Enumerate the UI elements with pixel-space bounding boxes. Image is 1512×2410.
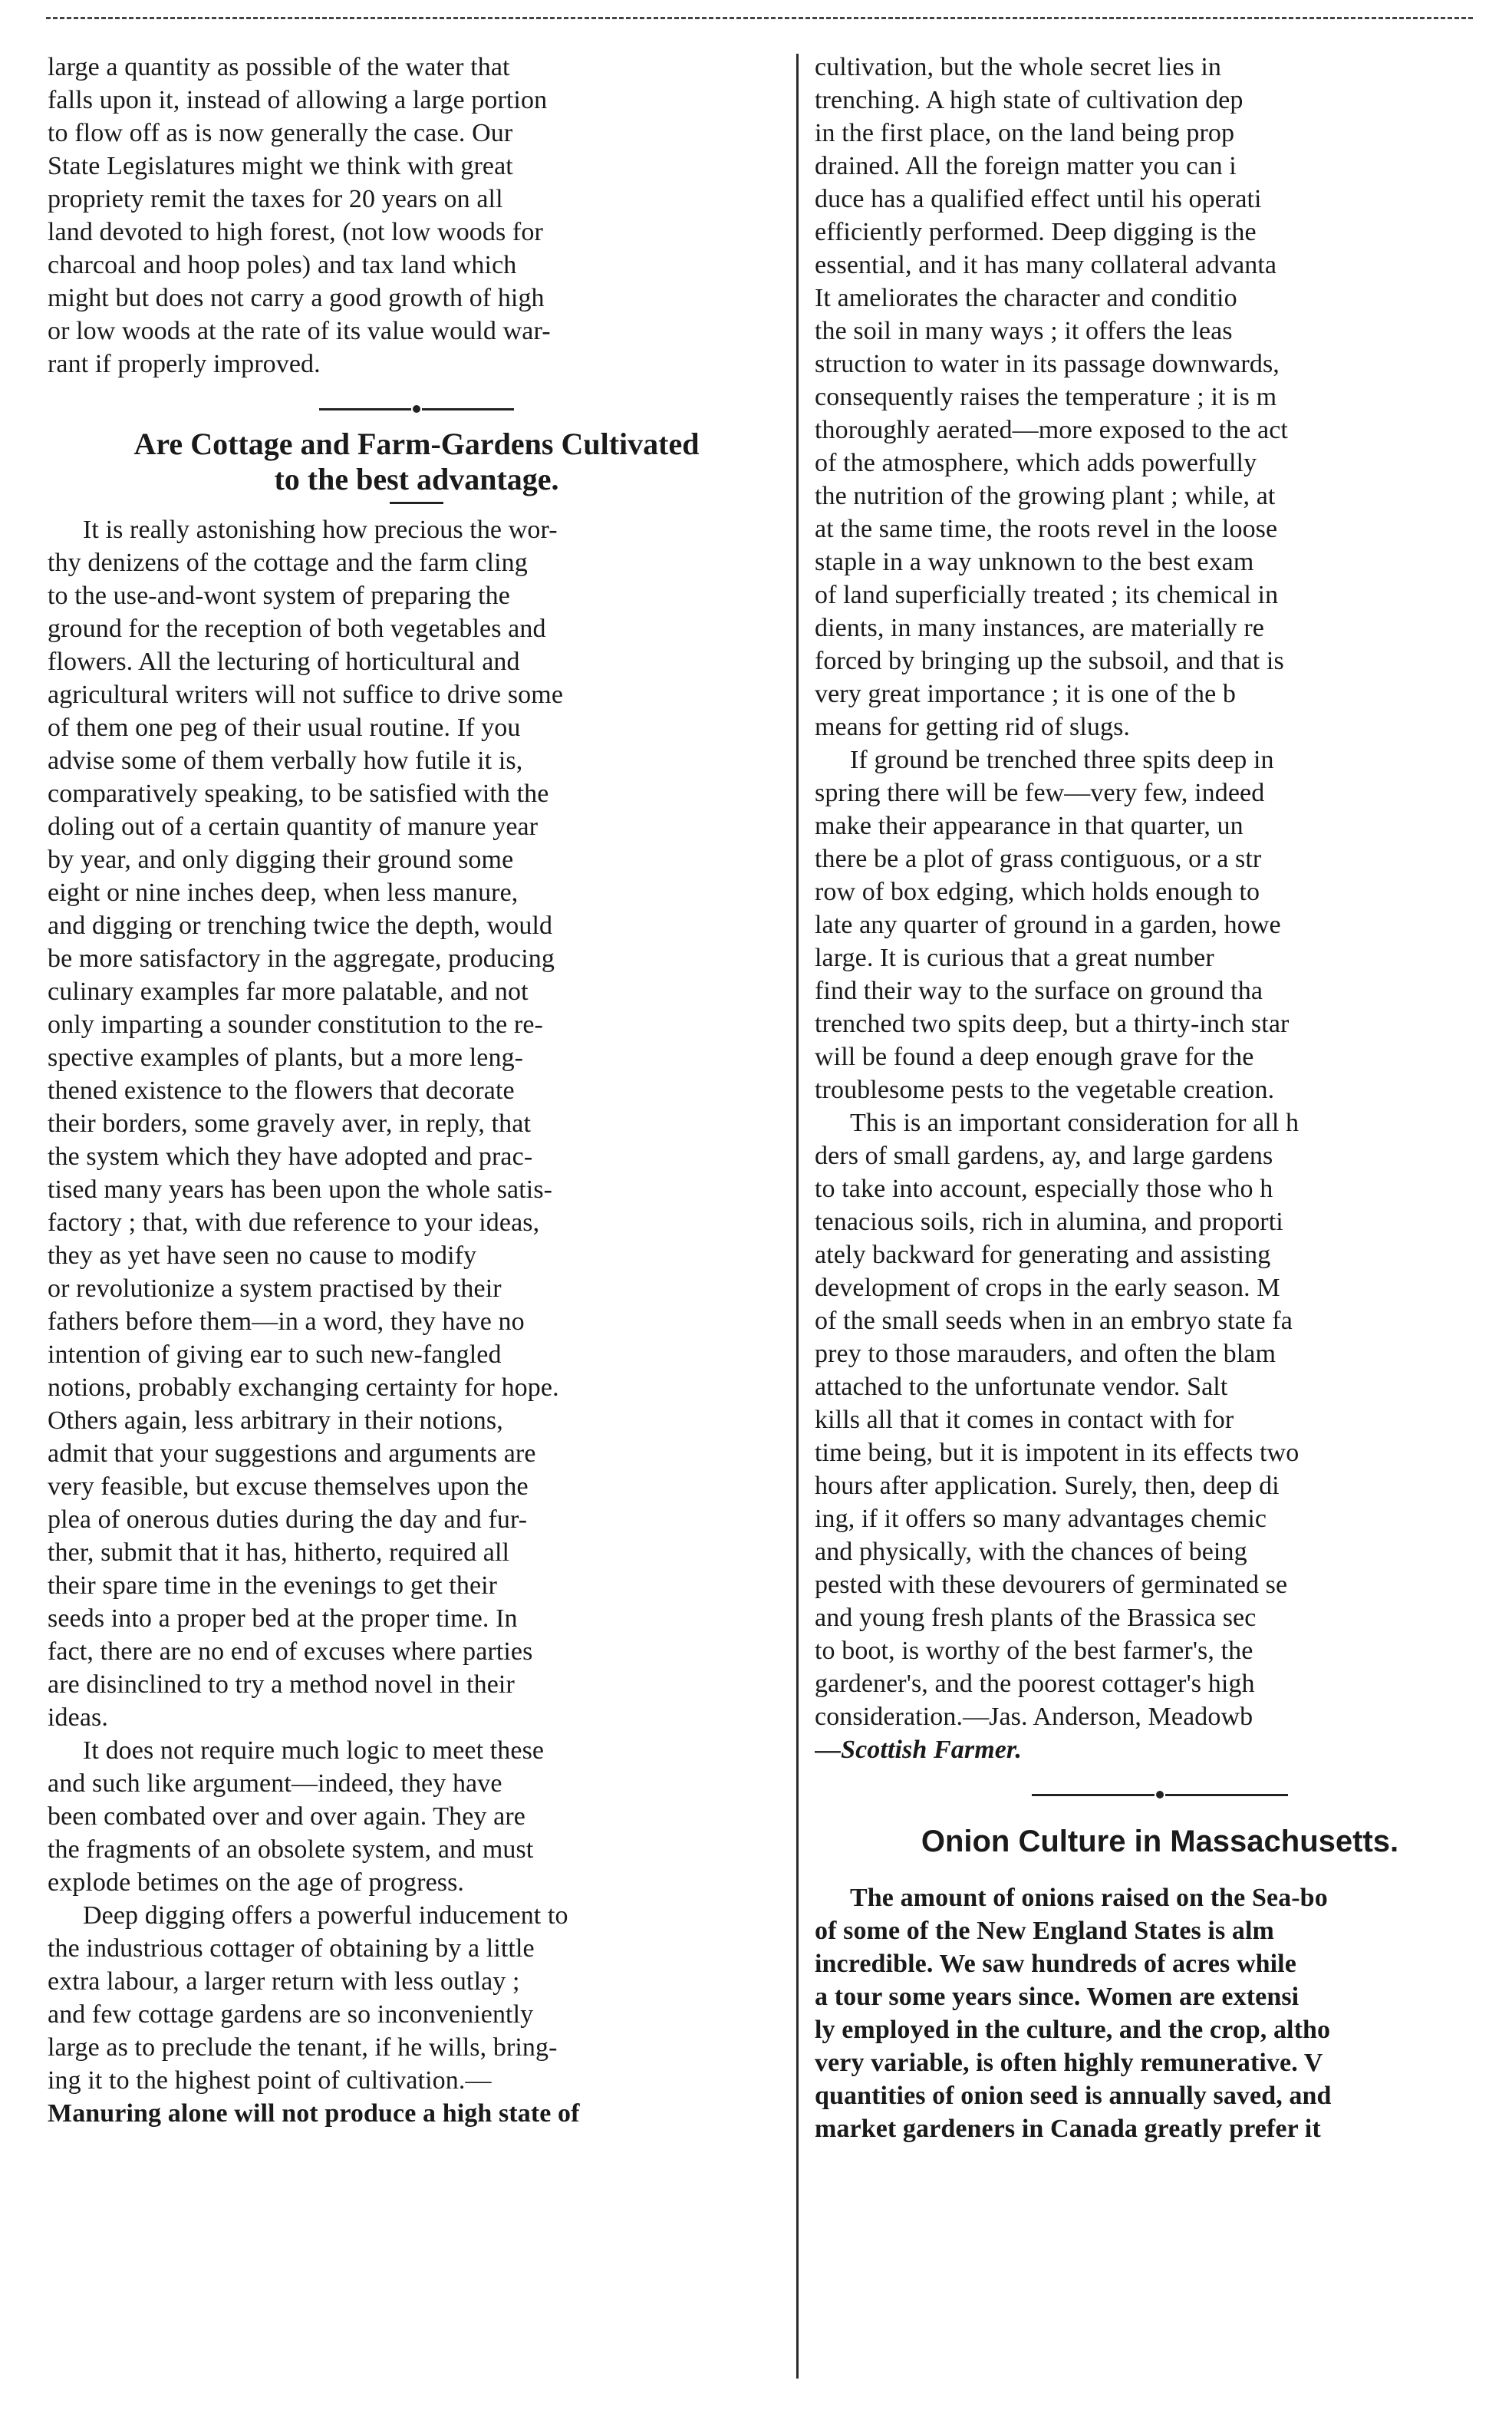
article-paragraph-4: [815, 743, 1505, 1106]
text-line: might but does not carry a good growth of high: [48, 284, 545, 312]
text-line: ther, submit that it has, hitherto, required all: [48, 1538, 510, 1567]
text-line: propriety remit the taxes for 20 years on all: [48, 185, 503, 213]
text-line: forced by bringing up the subsoil, and that is: [815, 647, 1284, 675]
text-line: to the use-and-wont system of preparing the: [48, 582, 510, 610]
text-line: large. It is curious that a great number: [815, 944, 1214, 972]
text-line: means for getting rid of slugs.: [815, 713, 1131, 741]
text-line: a tour some years since. Women are extensi: [815, 1983, 1300, 2011]
text-line: ders of small gardens, ay, and large gardens: [815, 1142, 1273, 1170]
text-line: late any quarter of ground in a garden, howe: [815, 911, 1281, 939]
text-line: their borders, some gravely aver, in reply, that: [48, 1109, 532, 1138]
text-line: or low woods at the rate of its value would war-: [48, 317, 551, 345]
text-line: by year, and only digging their ground some: [48, 846, 514, 874]
text-line: prey to those marauders, and often the blam: [815, 1340, 1276, 1368]
text-line: and few cottage gardens are so inconveniently: [48, 2000, 534, 2029]
text-line: fact, there are no end of excuses where parties: [48, 1637, 533, 1666]
text-line: efficiently performed. Deep digging is the: [815, 218, 1257, 246]
text-line: large a quantity as possible of the water that: [48, 53, 510, 81]
right-column: [815, 51, 1505, 2398]
text-line: only imparting a sounder constitution to the re-: [48, 1010, 543, 1039]
text-line: explode betimes on the age of progress.: [48, 1868, 465, 1897]
text-line: thoroughly aerated—more exposed to the act: [815, 416, 1288, 444]
text-line: comparatively speaking, to be satisfied with the: [48, 780, 549, 808]
text-line: seeds into a proper bed at the proper time. In: [48, 1604, 518, 1633]
text-line: falls upon it, instead of allowing a large portion: [48, 86, 548, 114]
text-line: Deep digging offers a powerful inducement to: [83, 1901, 568, 1930]
text-line: are disinclined to try a method novel in their: [48, 1670, 515, 1699]
text-line: large as to preclude the tenant, if he wills, bring-: [48, 2033, 558, 2062]
text-line: be more satisfactory in the aggregate, producing: [48, 945, 555, 973]
text-line: make their appearance in that quarter, un: [815, 812, 1244, 840]
text-line: the industrious cottager of obtaining by a little: [48, 1934, 535, 1963]
text-line: and physically, with the chances of being: [815, 1538, 1247, 1566]
text-line: kills all that it comes in contact with for: [815, 1406, 1234, 1434]
text-line: attached to the unfortunate vendor. Salt: [815, 1373, 1228, 1401]
text-line: row of box edging, which holds enough to: [815, 878, 1260, 906]
text-line: struction to water in its passage downwards,: [815, 350, 1280, 378]
text-line: tised many years has been upon the whole satis-: [48, 1175, 553, 1204]
article-paragraph-5: [815, 1106, 1505, 1733]
text-line: tenacious soils, rich in alumina, and proporti: [815, 1208, 1283, 1236]
text-line: trenching. A high state of cultivation dep: [815, 86, 1244, 114]
text-line: of land superficially treated ; its chemical in: [815, 581, 1279, 609]
text-line: flowers. All the lecturing of horticultural and: [48, 648, 520, 676]
text-line: agricultural writers will not suffice to drive some: [48, 681, 564, 709]
text-line: there be a plot of grass contiguous, or a str: [815, 845, 1262, 873]
text-line: spring there will be few—very few, indeed: [815, 779, 1265, 807]
text-line: trenched two spits deep, but a thirty-inch star: [815, 1010, 1290, 1038]
text-line: notions, probably exchanging certainty for hope.: [48, 1373, 559, 1402]
article-source: —Scottish Farmer.: [815, 1736, 1022, 1764]
article-paragraph-2: [48, 1734, 786, 1899]
text-line: consequently raises the temperature ; it is m: [815, 383, 1277, 411]
article-title: Are Cottage and Farm-Gardens Cultivated: [133, 427, 700, 461]
text-line: land devoted to high forest, (not low woods for: [48, 218, 543, 246]
text-line: to boot, is worthy of the best farmer's, the: [815, 1637, 1253, 1665]
text-line: thy denizens of the cottage and the farm cling: [48, 549, 528, 577]
text-line: The amount of onions raised on the Sea-bo: [850, 1884, 1328, 1912]
text-line: rant if properly improved.: [48, 350, 321, 378]
article-paragraph-continued: [815, 51, 1505, 743]
text-line: very feasible, but excuse themselves upon the: [48, 1472, 529, 1501]
text-line: been combated over and over again. They are: [48, 1802, 525, 1831]
text-line: very variable, is often highly remunerative. V: [815, 2049, 1323, 2077]
text-line: factory ; that, with due reference to your ideas,: [48, 1208, 540, 1237]
text-line: It does not require much logic to meet these: [83, 1736, 545, 1765]
text-line: the nutrition of the growing plant ; while, at: [815, 482, 1276, 510]
text-line: It ameliorates the character and conditio: [815, 284, 1237, 312]
text-line: It is really astonishing how precious the wor-: [83, 516, 558, 544]
text-line: ately backward for generating and assisting: [815, 1241, 1271, 1269]
text-line: the fragments of an obsolete system, and must: [48, 1835, 534, 1864]
text-line: doling out of a certain quantity of manure year: [48, 813, 539, 841]
text-line: admit that your suggestions and arguments are: [48, 1439, 536, 1468]
text-line: fathers before them—in a word, they have no: [48, 1307, 525, 1336]
text-line: ing, if it offers so many advantages chemic: [815, 1505, 1267, 1533]
text-line: market gardeners in Canada greatly prefer it: [815, 2115, 1321, 2143]
text-line: dients, in many instances, are materially re: [815, 614, 1264, 642]
column-divider: [796, 54, 799, 2379]
text-line: ground for the reception of both vegetables and: [48, 615, 546, 643]
text-line: find their way to the surface on ground tha: [815, 977, 1263, 1005]
text-line: of the atmosphere, which adds powerfully: [815, 449, 1257, 477]
text-line: consideration.—Jas. Anderson, Meadowb: [815, 1703, 1253, 1731]
text-line: of the small seeds when in an embryo state fa: [815, 1307, 1293, 1335]
text-line: advise some of them verbally how futile it is,: [48, 747, 523, 775]
text-line: extra labour, a larger return with less outlay ;: [48, 1967, 520, 1996]
text-line: eight or nine inches deep, when less manure,: [48, 879, 519, 907]
text-line: Manuring alone will not produce a high state of: [48, 2099, 580, 2128]
text-line: thened existence to the flowers that decorate: [48, 1076, 515, 1105]
text-line: State Legislatures might we think with great: [48, 152, 513, 180]
text-line: of them one peg of their usual routine. If you: [48, 714, 521, 742]
text-line: ly employed in the culture, and the crop, altho: [815, 2016, 1331, 2044]
text-line: This is an important consideration for all h: [850, 1109, 1300, 1137]
text-line: cultivation, but the whole secret lies in: [815, 53, 1222, 81]
text-line: in the first place, on the land being prop: [815, 119, 1235, 147]
text-line: intention of giving ear to such new-fangled: [48, 1340, 502, 1369]
text-line: time being, but it is impotent in its effects two: [815, 1439, 1300, 1467]
text-line: their spare time in the evenings to get their: [48, 1571, 498, 1600]
article-2-title: Onion Culture in Massachusetts.: [921, 1825, 1399, 1858]
text-line: pested with these devourers of germinated se: [815, 1571, 1288, 1599]
top-border-rule: [46, 17, 1473, 19]
text-line: at the same time, the roots revel in the loose: [815, 515, 1278, 543]
article-paragraph-1: [48, 513, 786, 1734]
text-line: the soil in many ways ; it offers the leas: [815, 317, 1233, 345]
text-line: development of crops in the early season. M: [815, 1274, 1280, 1302]
text-line: Others again, less arbitrary in their notions,: [48, 1406, 503, 1435]
article-paragraph-3: [48, 1899, 786, 2130]
text-line: they as yet have seen no cause to modify: [48, 1241, 477, 1270]
text-line: and young fresh plants of the Brassica sec: [815, 1604, 1257, 1632]
text-line: quantities of onion seed is annually saved, and: [815, 2082, 1332, 2110]
text-line: the system which they have adopted and prac-: [48, 1142, 533, 1171]
text-line: drained. All the foreign matter you can i: [815, 152, 1237, 180]
intro-paragraph: [48, 51, 786, 381]
left-column: [48, 51, 786, 2398]
text-line: duce has a qualified effect until his operati: [815, 185, 1262, 213]
article-2-paragraph: [815, 1881, 1505, 2145]
text-line: will be found a deep enough grave for the: [815, 1043, 1254, 1071]
text-line: to take into account, especially those who h: [815, 1175, 1273, 1203]
text-line: to flow off as is now generally the case. Our: [48, 119, 513, 147]
text-line: very great importance ; it is one of the b: [815, 680, 1236, 708]
text-line: hours after application. Surely, then, deep di: [815, 1472, 1280, 1500]
text-line: culinary examples far more palatable, and not: [48, 978, 529, 1006]
text-line: gardener's, and the poorest cottager's high: [815, 1670, 1255, 1698]
text-line: spective examples of plants, but a more leng-: [48, 1043, 524, 1072]
text-line: staple in a way unknown to the best exam: [815, 548, 1254, 576]
section-separator-2: [815, 1788, 1505, 1802]
section-separator: [48, 402, 786, 416]
text-line: troublesome pests to the vegetable creation.: [815, 1076, 1275, 1104]
text-line: of some of the New England States is alm: [815, 1917, 1274, 1945]
text-line: and digging or trenching twice the depth, would: [48, 912, 553, 940]
article-title-continued: to the best advantage.: [274, 462, 559, 496]
title-underline-rule: [390, 502, 443, 504]
text-line: ing it to the highest point of cultivation.—: [48, 2066, 492, 2095]
text-line: ideas.: [48, 1703, 108, 1732]
text-line: and such like argument—indeed, they have: [48, 1769, 502, 1798]
text-line: incredible. We saw hundreds of acres while: [815, 1950, 1296, 1978]
text-line: If ground be trenched three spits deep in: [850, 746, 1274, 774]
text-line: or revolutionize a system practised by their: [48, 1274, 502, 1303]
text-line: essential, and it has many collateral advanta: [815, 251, 1277, 279]
text-line: plea of onerous duties during the day and fur-: [48, 1505, 528, 1534]
text-line: charcoal and hoop poles) and tax land which: [48, 251, 517, 279]
